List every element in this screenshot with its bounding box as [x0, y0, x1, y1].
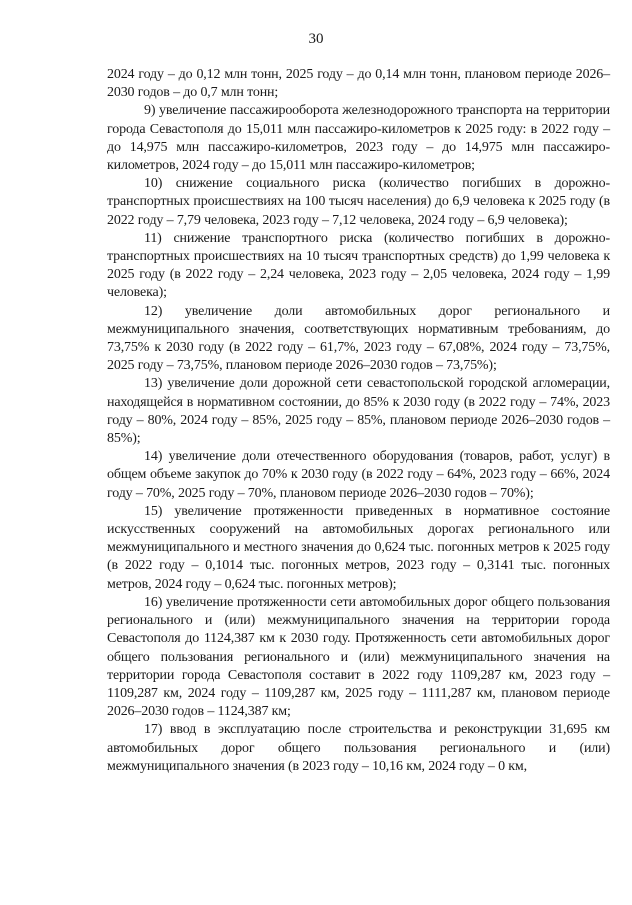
document-body	[107, 66, 610, 776]
list-item-10: 10) снижение социального риска (количество погибших в дорожно-транспортных происшествиях на 100 тысяч населения) до 6,9 человека к 2025 году (в 2022 году – 7,79 человека, 2023 году – 7,12 человека, 2024 году – 6,9 человека);	[107, 176, 610, 228]
list-item-9: 9) увеличение пассажирооборота железнодорожного транспорта на территории города Севастополя до 15,011 млн пассажиро-километров к 2025 году: в 2022 году – до 14,975 млн пассажиро-километров, 2023 году – до 14,975 млн пассажиро-километров, 2024 году – до 15,011 млн пассажиро-километров;	[107, 103, 610, 174]
list-item-17: 17) ввод в эксплуатацию после строительства и реконструкции 31,695 км автомобильных дорог общего пользования регионального и (или) межмуниципального значения (в 2023 году – 10,16 км, 2024 году – 0 км,	[107, 722, 610, 774]
paragraph-continuation: 2024 году – до 0,12 млн тонн, 2025 году – до 0,14 млн тонн, плановом периоде 2026–2030 годов – до 0,7 млн тонн;	[107, 67, 610, 101]
list-item-13: 13) увеличение доли дорожной сети севастопольской городской агломерации, находящейся в нормативном состоянии, до 85% к 2030 году (в 2022 году – 74%, 2023 году – 80%, 2024 году – 85%, 2025 году – 85%, плановом периоде 2026–2030 годов – 85%);	[107, 376, 610, 447]
list-item-16: 16) увеличение протяженности сети автомобильных дорог общего пользования регионального и (или) межмуниципального значения на территории города Севастополя до 1124,387 км к 2030 году. Протяженность сети автомобильных дорог общего пользования регионального и (или) межмуниципального значения на территории города Севастополя составит в 2022 году 1109,287 км, 2023 году – 1109,287 км, 2024 году – 1109,287 км, 2025 году – 1111,287 км, плановом периоде 2026–2030 годов – 1124,387 км;	[107, 594, 610, 720]
list-item-14: 14) увеличение доли отечественного оборудования (товаров, работ, услуг) в общем объеме закупок до 70% к 2030 году (в 2022 году – 64%, 2023 году – 66%, 2024 году – 70%, 2025 году – 70%, плановом периоде 2026–2030 годов – 70%);	[107, 449, 610, 501]
list-item-15: 15) увеличение протяженности приведенных в нормативное состояние искусственных сооружений на автомобильных дорогах регионального или межмуниципального и местного значения до 0,624 тыс. погонных метров к 2025 году (в 2022 году – 0,1014 тыс. погонных метров, 2023 году – 0,3141 тыс. погонных метров, 2024 году – 0,624 тыс. погонных метров);	[107, 503, 610, 592]
list-item-12: 12) увеличение доли автомобильных дорог регионального и межмуниципального значения, соответствующих нормативным требованиям, до 73,75% к 2030 году (в 2022 году – 61,7%, 2023 году – 67,08%, 2024 году – 73,75%, 2025 году – 73,75%, плановом периоде 2026–2030 годов – 73,75%);	[107, 303, 610, 374]
list-item-11: 11) снижение транспортного риска (количество погибших в дорожно-транспортных происшествиях на 10 тысяч транспортных средств) до 1,99 человека к 2025 году (в 2022 году – 2,24 человека, 2023 году – 2,05 человека, 2024 году – 1,99 человека);	[107, 230, 610, 301]
page-number: 30	[308, 31, 324, 47]
